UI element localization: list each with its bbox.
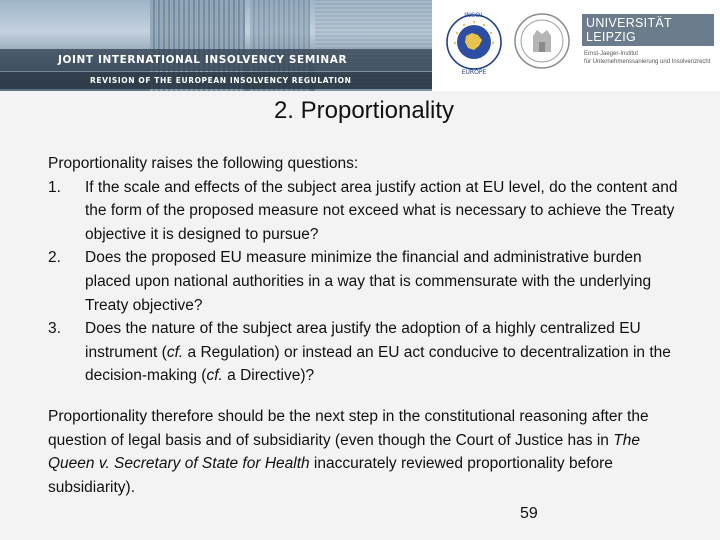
- institute-line-2: für Unternehmenssanierung und Insolvenzrecht: [584, 59, 711, 65]
- header-banner: [0, 0, 720, 91]
- cf-abbreviation: cf.: [166, 343, 184, 361]
- page-number: 59: [520, 505, 538, 522]
- list-item-number: 3.: [48, 320, 61, 338]
- case-name: The Queen v. Secretary of State for Health: [48, 431, 640, 473]
- slide-title: 2. Proportionality: [273, 97, 455, 124]
- conclusion-paragraph: [48, 405, 688, 499]
- question-list: [48, 176, 688, 388]
- list-item-number: 2.: [48, 249, 61, 267]
- insol-logo-bottom-text: EUROPE: [461, 69, 487, 76]
- text-segment: a Regulation) or instead an EU act conducive to decentralization in the decision-making (: [85, 343, 671, 385]
- building-photo: [0, 0, 432, 91]
- seminar-subtitle: REVISION OF THE EUROPEAN INSOLVENCY REGULATION: [0, 72, 432, 89]
- list-item: [48, 317, 688, 388]
- insol-logo-top-text: INSOL: [464, 11, 484, 19]
- university-branding: [582, 14, 714, 66]
- institute-name: [582, 50, 714, 66]
- list-item-text: If the scale and effects of the subject area justify action at EU level, do the content and the form of the proposed measure not exceed what is necessary to achieve the Treaty objective it is designed to pursue?: [85, 178, 678, 243]
- seminar-title: JOINT INTERNATIONAL INSOLVENCY SEMINAR: [0, 49, 432, 71]
- list-item: [48, 246, 688, 317]
- list-item-text: Does the proposed EU measure minimize the financial and administrative burden placed upon national authorities in a way that is commensurate with the underlying Treaty objective?: [85, 249, 652, 314]
- university-seal: [513, 12, 571, 70]
- text-segment: inaccurately reviewed proportionality before subsidiarity).: [48, 455, 613, 496]
- list-item-number: 1.: [48, 178, 61, 196]
- text-segment: a Directive)?: [222, 367, 315, 385]
- list-item: [48, 176, 688, 247]
- intro-text: Proportionality raises the following questions:: [48, 155, 359, 172]
- text-segment: Proportionality therefore should be the next step in the constitutional reasoning after the question of legal basis and of subsidiarity (even though the Court of Justice has in: [48, 407, 649, 449]
- slide-content: [48, 152, 688, 499]
- institute-line-1: Ernst-Jaeger-Institut: [584, 51, 639, 57]
- text-segment: Does the nature of the subject area justify the adoption of a highly centralized EU instrument (: [85, 320, 641, 361]
- cf-abbreviation: cf.: [206, 367, 223, 385]
- list-item-text: [85, 317, 688, 388]
- university-name: UNIVERSITÄT LEIPZIG: [582, 14, 714, 46]
- insol-europe-logo: [444, 8, 504, 76]
